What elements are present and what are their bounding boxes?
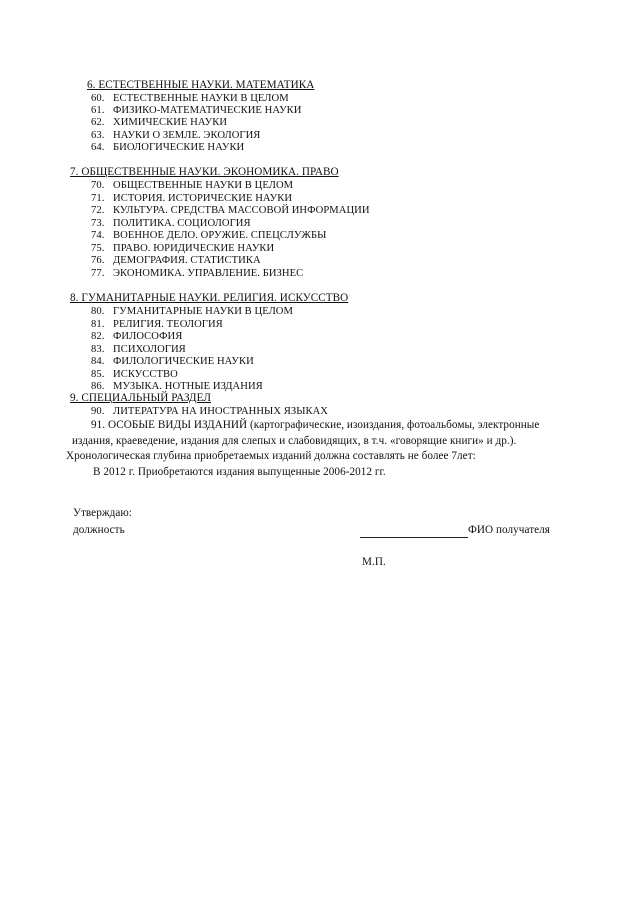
item-number: 84. xyxy=(91,356,105,367)
item-text: РЕЛИГИЯ. ТЕОЛОГИЯ xyxy=(113,319,223,330)
item-text: ОБЩЕСТВЕННЫЕ НАУКИ В ЦЕЛОМ xyxy=(113,180,294,191)
item-number: 81. xyxy=(91,319,105,330)
item-text: ФИЗИКО-МАТЕМАТИЧЕСКИЕ НАУКИ xyxy=(113,105,302,116)
item-text: ФИЛОЛОГИЧЕСКИЕ НАУКИ xyxy=(113,356,254,367)
special-item-91-line1: 91. ОСОБЫЕ ВИДЫ ИЗДАНИЙ (картографические, изоиздания, фотоальбомы, электронные xyxy=(91,419,540,431)
item-number: 86. xyxy=(91,381,105,392)
item-number: 63. xyxy=(91,130,105,141)
section-7-item-70 xyxy=(91,179,293,192)
item-text: ВОЕННОЕ ДЕЛО. ОРУЖИЕ. СПЕЦСЛУЖБЫ xyxy=(113,230,327,241)
section-7-item-76 xyxy=(91,254,261,267)
item-number: 71. xyxy=(91,193,105,204)
item-text: МУЗЫКА. НОТНЫЕ ИЗДАНИЯ xyxy=(113,381,263,392)
section-7-item-77 xyxy=(91,267,303,280)
approve-label: Утверждаю: xyxy=(73,507,132,519)
item-text: ГУМАНИТАРНЫЕ НАУКИ В ЦЕЛОМ xyxy=(113,306,293,317)
item-number: 80. xyxy=(91,306,105,317)
item-number: 61. xyxy=(91,105,105,116)
chronological-depth-note: Хронологическая глубина приобретаемых изданий должна составлять не более 7лет: xyxy=(66,450,476,462)
seal-label: М.П. xyxy=(362,556,386,568)
item-text: ИСТОРИЯ. ИСТОРИЧЕСКИЕ НАУКИ xyxy=(113,193,293,204)
section-6-item-62 xyxy=(91,116,227,129)
item-text: ФИЛОСОФИЯ xyxy=(113,331,183,342)
item-text: ЛИТЕРАТУРА НА ИНОСТРАННЫХ ЯЗЫКАХ xyxy=(113,406,329,417)
item-text: НАУКИ О ЗЕМЛЕ. ЭКОЛОГИЯ xyxy=(113,130,261,141)
section-8-item-80 xyxy=(91,305,293,318)
item-number: 74. xyxy=(91,230,105,241)
item-number: 72. xyxy=(91,205,105,216)
item-number: 75. xyxy=(91,243,105,254)
item-number: 90. xyxy=(91,406,105,417)
item-text: ДЕМОГРАФИЯ. СТАТИСТИКА xyxy=(113,255,261,266)
item-number: 76. xyxy=(91,255,105,266)
position-label: должность xyxy=(73,524,125,536)
section-7-heading: 7. ОБЩЕСТВЕННЫЕ НАУКИ. ЭКОНОМИКА. ПРАВО xyxy=(70,166,339,178)
section-9-item-90 xyxy=(91,405,328,418)
year-note: В 2012 г. Приобретаются издания выпущенные 2006-2012 гг. xyxy=(93,466,386,478)
section-6-item-64 xyxy=(91,141,244,154)
special-item-91-line2: издания, краеведение, издания для слепых и слабовидящих, в т.ч. «говорящие книги» и др.). xyxy=(72,435,517,447)
item-number: 77. xyxy=(91,268,105,279)
item-text: ПСИХОЛОГИЯ xyxy=(113,344,186,355)
item-text: КУЛЬТУРА. СРЕДСТВА МАССОВОЙ ИНФОРМАЦИИ xyxy=(113,205,370,216)
item-number: 83. xyxy=(91,344,105,355)
section-8-item-82 xyxy=(91,330,182,343)
item-number: 82. xyxy=(91,331,105,342)
item-number: 64. xyxy=(91,142,105,153)
item-text: БИОЛОГИЧЕСКИЕ НАУКИ xyxy=(113,142,245,153)
item-text: ПОЛИТИКА. СОЦИОЛОГИЯ xyxy=(113,218,251,229)
section-8-item-84 xyxy=(91,355,254,368)
item-number: 85. xyxy=(91,369,105,380)
item-text: ПРАВО. ЮРИДИЧЕСКИЕ НАУКИ xyxy=(113,243,275,254)
item-number: 62. xyxy=(91,117,105,128)
item-text: ЕСТЕСТВЕННЫЕ НАУКИ В ЦЕЛОМ xyxy=(113,93,289,104)
section-8-heading: 8. ГУМАНИТАРНЫЕ НАУКИ. РЕЛИГИЯ. ИСКУССТВО xyxy=(70,292,349,304)
section-7-item-72 xyxy=(91,204,370,217)
item-number: 70. xyxy=(91,180,105,191)
item-text: ХИМИЧЕСКИЕ НАУКИ xyxy=(113,117,228,128)
item-number: 60. xyxy=(91,93,105,104)
section-6-heading: 6. ЕСТЕСТВЕННЫЕ НАУКИ. МАТЕМАТИКА xyxy=(87,79,315,91)
item-text: ИСКУССТВО xyxy=(113,369,178,380)
recipient-label: ФИО получателя xyxy=(468,524,550,536)
item-text: ЭКОНОМИКА. УПРАВЛЕНИЕ. БИЗНЕС xyxy=(113,268,304,279)
section-9-heading: 9. СПЕЦИАЛЬНЫЙ РАЗДЕЛ xyxy=(70,392,211,404)
signature-line xyxy=(360,537,468,538)
section-7-item-74 xyxy=(91,229,326,242)
item-number: 73. xyxy=(91,218,105,229)
